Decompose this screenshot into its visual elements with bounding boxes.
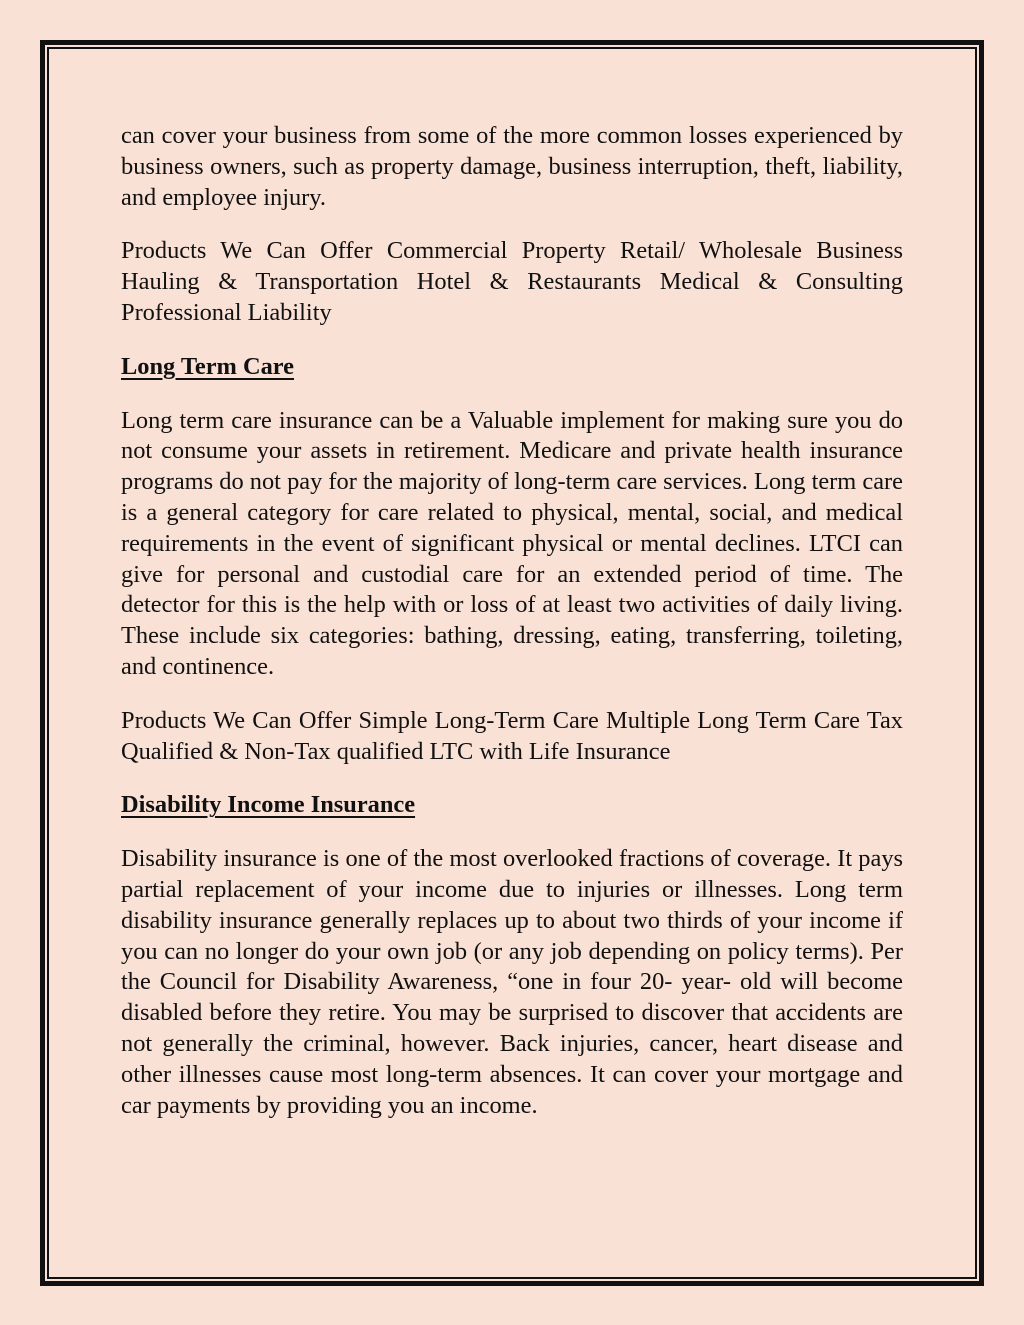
disability-income-paragraph: Disability insurance is one of the most overlooked fractions of coverage. It pays partial replacement of your income due to injuries or illnesses. Long term disability insurance generally replaces up to about two thirds of your income if you can no longer do your own job (or any job depending on policy terms). Per the Council for Disability Awareness, “one in four 20- year- old will become disabled before they retire. You may be surprised to discover that accidents are not generally the criminal, however. Back injuries, cancer, heart disease and other illnesses cause most long-term absences. It can cover your mortgage and car payments by providing you an income. bbox=[121, 845, 903, 1119]
long-term-care-products-paragraph: Products We Can Offer Simple Long-Term Care Multiple Long Term Care Tax Qualified & Non-Tax qualified LTC with Life Insurance bbox=[121, 706, 903, 765]
disability-income-heading: Disability Income Insurance bbox=[121, 791, 416, 819]
intro-paragraph: can cover your business from some of the more common losses experienced by business owners, such as property damage, business interruption, theft, liability, and employee injury. bbox=[121, 122, 903, 211]
long-term-care-paragraph: Long term care insurance can be a Valuable implement for making sure you do not consume your assets in retirement. Medicare and private health insurance programs do not pay for the majority of long-term care services. Long term care is a general category for care related to physical, mental, social, and medical requirements in the event of significant physical or mental declines. LTCI can give for personal and custodial care for an extended period of time. The detector for this is the help with or loss of at least two activities of daily living. These include six categories: bathing, dressing, eating, transferring, toileting, and continence. bbox=[121, 406, 903, 680]
document-body bbox=[121, 121, 903, 1144]
intro-products-paragraph: Products We Can Offer Commercial Property Retail/ Wholesale Business Hauling & Transportation Hotel & Restaurants Medical & Consulting Professional Liability bbox=[121, 237, 903, 326]
long-term-care-heading: Long Term Care bbox=[121, 352, 294, 380]
